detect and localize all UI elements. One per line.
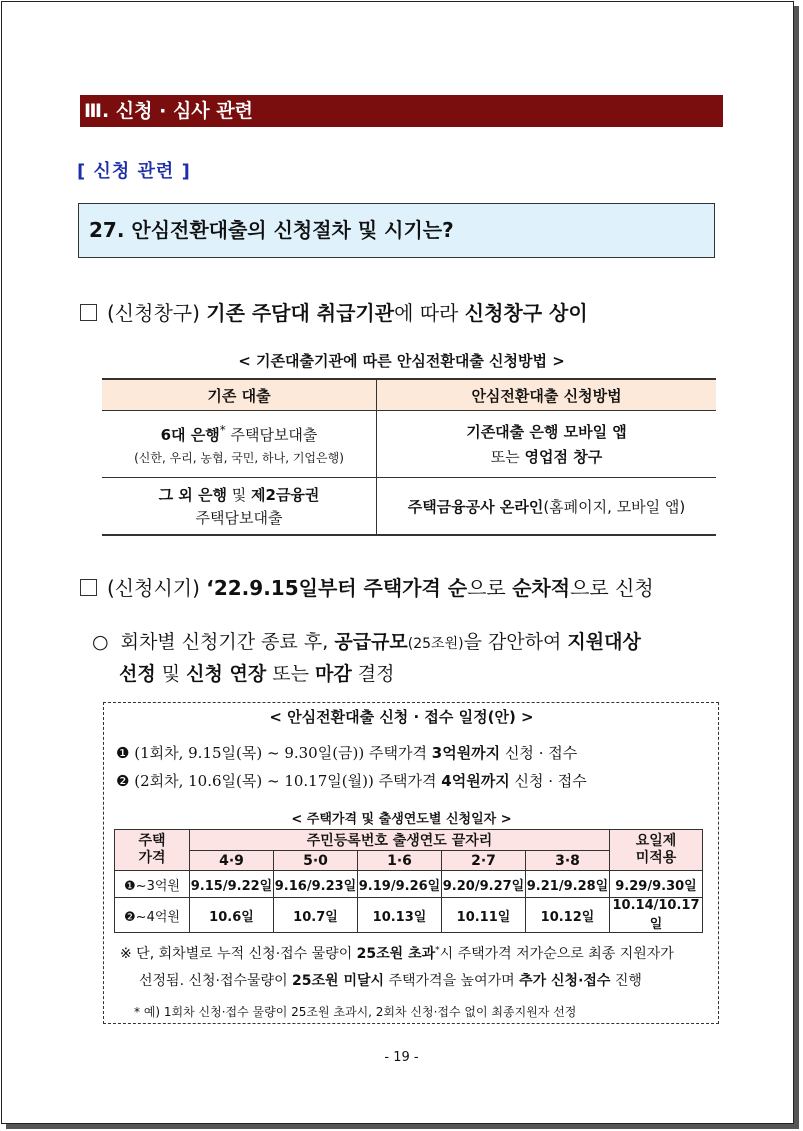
table1-text: 영업점 창구 xyxy=(524,448,603,466)
table1-text: 및 xyxy=(226,486,252,504)
table2-cell: 9.15/9.22일 xyxy=(190,871,274,898)
point-3-part: 신청 연장 xyxy=(186,663,267,685)
table2-cell: 10.7일 xyxy=(274,898,358,933)
note-text: 25조원 초과 xyxy=(356,946,436,962)
table2-text: 주택 xyxy=(138,833,166,849)
table2-cell: 10.12일 xyxy=(526,898,610,933)
table2-corner xyxy=(115,830,190,871)
note-line-2 xyxy=(139,970,642,990)
number-2-icon: ❷ xyxy=(116,772,130,790)
schedule-text: (1회차, 9.15일(목) ~ 9.30일(금)) 주택가격 xyxy=(129,744,432,762)
table2-cell: 9.19/9.26일 xyxy=(358,871,442,898)
point-3-part: 공급규모 xyxy=(334,631,408,653)
question-title: 27. 안심전환대출의 신청절차 및 시기는? xyxy=(89,218,454,242)
table1-text: 제2금융권 xyxy=(251,486,320,504)
point-2-part: ‘22.9.15일부터 주택가격 순 xyxy=(206,576,468,600)
schedule-text: 4억원까지 xyxy=(441,772,510,790)
note-text: 단, 회차별로 누적 신청·접수 물량이 xyxy=(131,946,357,962)
subsection-title: [ 신청 관련 ] xyxy=(77,161,191,182)
table2-cell: 10.13일 xyxy=(358,898,442,933)
checkbox-square-icon xyxy=(80,304,97,321)
table2-group-header: 주민등록번호 출생연도 끝자리 xyxy=(190,830,610,851)
table2-cell: 9.16/9.23일 xyxy=(274,871,358,898)
question-box xyxy=(78,203,715,258)
point-3-line-1 xyxy=(92,627,641,654)
table1-cell xyxy=(377,478,717,536)
table1-text: 6대 은행 xyxy=(160,425,220,444)
table2-cell: 9.21/9.28일 xyxy=(526,871,610,898)
point-3-part: (25조원) xyxy=(407,636,464,652)
table2-text: 미적용 xyxy=(635,850,677,866)
circle-bullet-icon: ○ xyxy=(92,631,109,653)
schedule-title: < 안심전환대출 신청 · 접수 일정(안) > xyxy=(269,708,534,726)
number-1-icon: ❶ xyxy=(116,744,130,762)
point-1-part: 기존 주담대 취급기관 xyxy=(206,301,395,325)
table1-text: 주택담보대출 xyxy=(195,509,283,527)
point-2-part: 으로 신청 xyxy=(570,576,654,600)
table1-header: 기존 대출 xyxy=(102,379,377,411)
table1-text: 주택금융공사 온라인 xyxy=(407,497,544,516)
schedule-text: 신청 · 접수 xyxy=(509,772,587,790)
table2-col-header: 5·0 xyxy=(274,851,358,871)
table1-text: 그 외 은행 xyxy=(158,486,227,504)
footnote-marker: * xyxy=(435,945,440,956)
table2-cell: 9.20/9.27일 xyxy=(442,871,526,898)
point-2-part: 순차적 xyxy=(512,576,571,600)
point-3-part: 및 xyxy=(155,663,187,685)
point-3-part: 결정 xyxy=(351,663,395,685)
point-2 xyxy=(80,572,654,601)
note-text: 진행 xyxy=(610,973,642,989)
schedule-item xyxy=(116,742,577,763)
note-text: 추가 신청·접수 xyxy=(519,973,611,989)
loan-method-table xyxy=(102,378,716,536)
table2-col-header: 4·9 xyxy=(190,851,274,871)
reference-mark-icon: ※ xyxy=(120,946,132,962)
table2-title: < 주택가격 및 출생연도별 신청일자 > xyxy=(291,812,512,827)
application-date-table xyxy=(114,829,703,933)
note-text: 주택가격을 높여가며 xyxy=(384,973,520,989)
point-3-part: 지원대상 xyxy=(567,631,641,653)
section-title: Ⅲ. 신청 · 심사 관련 xyxy=(84,100,253,122)
table1-cell xyxy=(102,478,377,536)
schedule-text: 신청 · 접수 xyxy=(500,744,578,762)
table2-col-header: 1·6 xyxy=(358,851,442,871)
point-1-part: 에 따라 xyxy=(394,301,465,325)
point-3-line-2 xyxy=(119,659,394,686)
table1-text: 기존대출 은행 모바일 앱 xyxy=(466,423,627,441)
table1-cell xyxy=(102,411,377,478)
point-3-part: 마감 xyxy=(314,663,352,685)
point-3-part: 선정 xyxy=(119,663,156,685)
table2-col-header: 3·8 xyxy=(526,851,610,871)
point-2-part: (신청시기) xyxy=(107,576,207,600)
table2-last-header xyxy=(610,830,703,871)
table2-cell: 9.29/9.30일 xyxy=(610,871,703,898)
note-text: 선정됨. 신청·접수물량이 xyxy=(139,973,293,989)
note-line-1 xyxy=(120,943,674,963)
table2-col-header: 2·7 xyxy=(442,851,526,871)
table2-text: 가격 xyxy=(138,850,166,866)
table1-header: 안심전환대출 신청방법 xyxy=(377,379,717,411)
table2-cell: 10.6일 xyxy=(190,898,274,933)
schedule-item xyxy=(116,770,587,791)
point-1-part: 신청창구 상이 xyxy=(464,301,588,325)
section-header xyxy=(77,95,723,127)
footnote: * 예) 1회차 신청·접수 물량이 25조원 초과시, 2회차 신청·접수 없이 최종지원자 선정 xyxy=(134,1005,577,1019)
note-text: 25조원 미달시 xyxy=(292,973,385,989)
point-2-part: 으로 xyxy=(467,576,513,600)
table1-title: < 기존대출기관에 따른 안심전환대출 신청방법 > xyxy=(238,352,565,370)
schedule-text: (2회차, 10.6일(목) ~ 10.17일(월)) 주택가격 xyxy=(129,772,442,790)
point-3-part: 을 감안하여 xyxy=(463,631,568,653)
point-1-part: (신청창구) xyxy=(107,301,207,325)
table2-text: 요일제 xyxy=(635,833,677,849)
table1-text: 주택담보대출 xyxy=(225,425,318,444)
checkbox-square-icon xyxy=(80,579,97,596)
point-1 xyxy=(80,297,588,326)
note-text: 시 주택가격 저가순으로 최종 지원자가 xyxy=(439,946,674,962)
table2-cell: 10.14/10.17일 xyxy=(610,898,703,933)
point-3-part: 또는 xyxy=(266,663,315,685)
point-3-part: 회차별 신청기간 종료 후, xyxy=(120,631,335,653)
table2-row-label: ❶~3억원 xyxy=(115,871,190,898)
table1-text: 또는 xyxy=(490,448,525,466)
table2-row-label: ❷~4억원 xyxy=(115,898,190,933)
table1-text: (신한, 우리, 농협, 국민, 하나, 기업은행) xyxy=(134,450,344,465)
table2-cell: 10.11일 xyxy=(442,898,526,933)
table1-text: (홈페이지, 모바일 앱) xyxy=(543,497,686,516)
footnote-marker: * xyxy=(219,422,226,437)
page-number: - 19 - xyxy=(384,1050,419,1065)
table1-cell xyxy=(377,411,717,478)
schedule-text: 3억원까지 xyxy=(431,744,501,762)
